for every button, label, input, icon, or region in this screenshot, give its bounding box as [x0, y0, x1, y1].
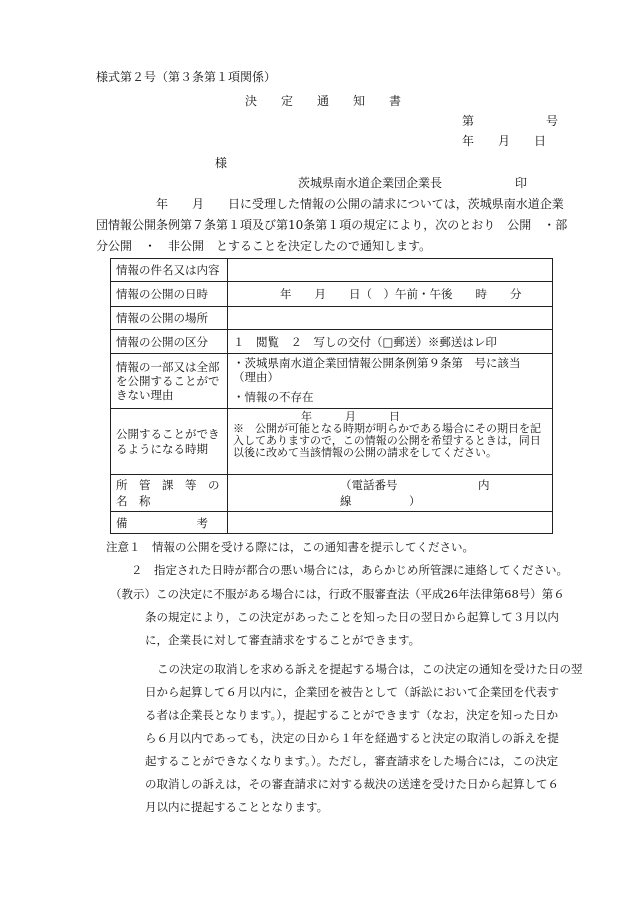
body-line-1: 年 月 日に受理した情報の公開の請求については，茨城県南水道企業: [96, 197, 564, 211]
department-value: （電話番号 内線 ）: [228, 475, 553, 512]
teaching-line-6: る者は企業長となります。），提起することができます（なお，決定を知った日か: [145, 708, 559, 722]
table-row: [111, 512, 553, 534]
document-title: 決 定 通 知 書: [245, 94, 402, 108]
table-row: [111, 330, 553, 354]
remarks-value: [228, 512, 553, 534]
available-time-date: 年 月 日: [301, 410, 400, 423]
table-row: [111, 307, 553, 330]
table-row: [111, 409, 553, 475]
document-number: 第 号: [462, 114, 559, 128]
category-value: １ 閲覧 ２ 写しの交付（□郵送）※郵送はレ印: [228, 330, 553, 354]
reason-label: 情報の一部又は全部を公開することができない理由: [111, 354, 228, 409]
remarks-label: 備 考: [111, 512, 228, 534]
reason-value: [228, 354, 553, 409]
body-line-2: 団情報公開条例第７条第１項及び第10条第１項の規定により，次のとおり 公開 ・部: [96, 218, 568, 232]
teaching-line-4: この決定の取消しを求める訴えを提起する場合は，この決定の通知を受けた日の翌: [157, 662, 583, 676]
teaching-line-9: の取消しの訴えは，その審査請求に対する裁決の送達を受けた日から起算して６: [145, 777, 559, 791]
available-time-value: [228, 409, 553, 475]
decision-table: [110, 258, 553, 534]
teaching-line-7: ら６月以内であっても，決定の日から１年を経過すると決定の取消しの訴えを提: [145, 731, 559, 745]
teaching-line-5: 日から起算して６月以内に，企業団を被告として（訴訟において企業団を代表す: [145, 685, 559, 699]
teaching-line-2: 条の規定により，この決定があったことを知った日の翌日から起算して３月以内: [145, 610, 559, 624]
available-time-label: 公開することができるようになる時期: [111, 409, 228, 475]
category-label: 情報の公開の区分: [111, 330, 228, 354]
datetime-label: 情報の公開の日時: [111, 282, 228, 307]
form-number: 様式第２号（第３条第１項関係）: [96, 70, 277, 84]
document-date: 年 月 日: [462, 134, 547, 148]
reason-text-label: （理由）: [233, 370, 279, 384]
table-row: [111, 475, 553, 512]
department-label: 所 管 課 等 の 名 称: [111, 475, 228, 512]
issuer-name: 茨城県南水道企業団企業長: [298, 176, 443, 190]
teaching-line-3: に，企業長に対して審査請求をすることができます。: [145, 633, 421, 647]
seal-mark: 印: [515, 176, 528, 190]
teaching-line-10: 月以内に提起することとなります。: [145, 800, 329, 814]
place-value: [228, 307, 553, 330]
addressee: 様: [215, 156, 228, 170]
available-time-note: ※ 公開が可能となる時期が明らかである場合にその期日を記入してありますので，この情報の公開を希望するときは，同日以後に改めて当該情報の公開の請求をしてください。: [233, 422, 541, 459]
place-label: 情報の公開の場所: [111, 307, 228, 330]
teaching-line-1: （教示）この決定に不服がある場合には，行政不服審査法（平成26年法律第68号）第６: [110, 587, 565, 601]
note-1: 注意１ 情報の公開を受ける際には，この通知書を提示してください。: [106, 540, 474, 554]
body-line-3: 分公開 ・ 非公開 とすることを決定したので通知します。: [96, 239, 432, 253]
table-row: [111, 354, 553, 409]
reason-nonexistent: ・情報の不存在: [233, 390, 314, 404]
table-row: [111, 259, 553, 282]
reason-article-line: ・茨城県南水道企業団情報公開条例第９条第 号に該当: [233, 356, 521, 370]
subject-value: [228, 259, 553, 282]
datetime-value: 年 月 日（ ）午前・午後 時 分: [228, 282, 553, 307]
teaching-line-8: 起することができなくなります。）。ただし，審査請求をした場合には，この決定: [145, 754, 559, 768]
subject-label: 情報の件名又は内容: [111, 259, 228, 282]
table-row: [111, 282, 553, 307]
note-2: ２ 指定された日時が都合の悪い場合には，あらかじめ所管課に連絡してください。: [131, 563, 568, 577]
